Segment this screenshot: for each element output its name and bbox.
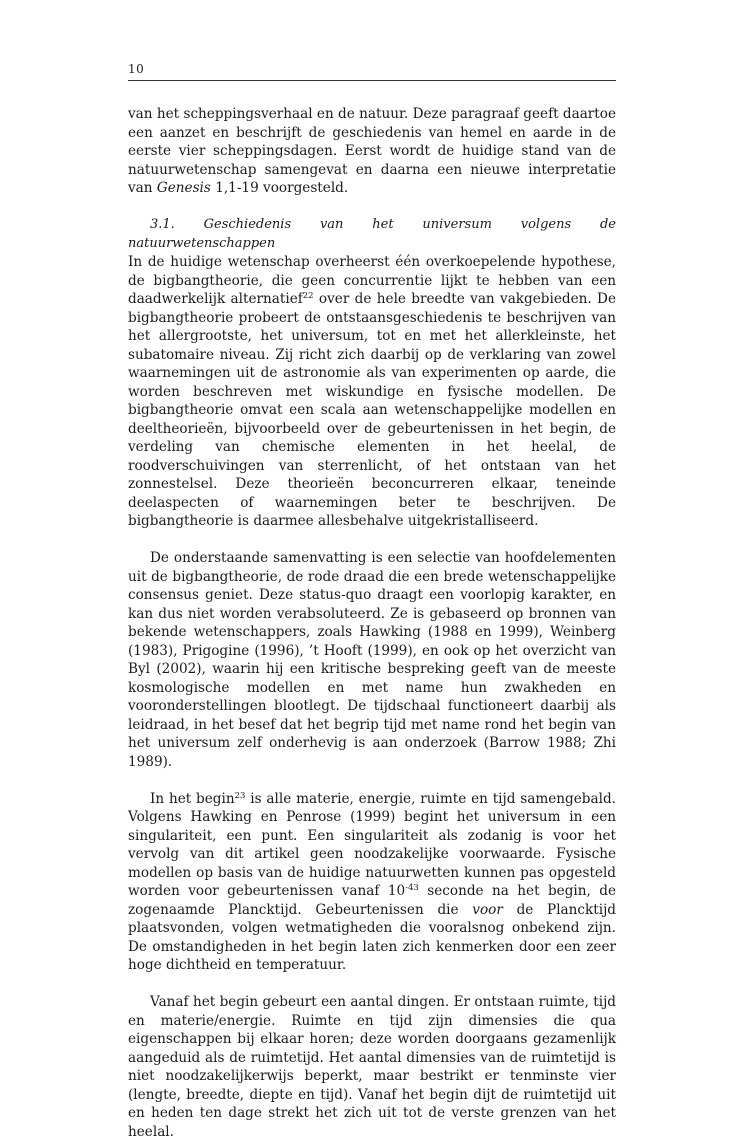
section-heading: 3.1. Geschiedenis van het universum volgens de natuurwetenschappen: [128, 217, 616, 251]
paragraph-3: [128, 790, 616, 975]
intro-text-1: van het scheppingsverhaal en de natuur. Deze paragraaf geeft daartoe een aanzet en beschrijft de geschiedenis van hemel en aarde in de eerste vier scheppingsdagen. Eerst wordt de huidige stand van de natuurwetenschap samengevat en daarna een nieuwe interpretatie van: [128, 106, 616, 196]
page-body: [128, 105, 616, 1141]
italic-voor: voor: [472, 901, 503, 918]
intro-text-2: 1,1-19 voorgesteld.: [210, 180, 349, 196]
intro-italic-genesis: Genesis: [156, 180, 211, 196]
paragraph-3-text-3: seconde na het begin, de zogenaamde Plancktijd. Gebeurtenissen die: [128, 883, 617, 918]
paragraph-1-text-2: over de hele breedte van vakgebieden. De bigbangtheorie probeert de ontstaansgeschiedenis te beschrijven van het allergrootste, het universum, tot en met het allerkleinste, het subatomaire niveau. Zij richt zich daarbij op de verklaring van zowel waarnemingen uit de astronomie als van experimenten op aarde, die worden beschreven met wiskundige en fysische modellen. De bigbangtheorie omvat een scala aan wetenschappelijke modellen en deeltheorieën, bijvoorbeeld over de gebeurtenissen in het begin, de verdeling van chemische elementen in het heelal, de roodverschuivingen van sterrenlicht, of het ontstaan van het zonnestelsel. Deze theorieën beconcurreren elkaar, teneinde deelaspecten of waarnemingen beter te beschrijven. De bigbangtheorie is daarmee allesbehalve uitgekristalliseerd.: [128, 291, 616, 529]
paragraph-3-text-4: de Plancktijd plaatsvonden, volgen wetmatigheden die vooralsnog onbekend zijn. De omstandigheden in het begin laten zich kenmerken door een zeer hoge dichtheid en temperatuur.: [128, 901, 616, 973]
paragraph-4: Vanaf het begin gebeurt een aantal dingen. Er ontstaan ruimte, tijd en materie/energie. Ruimte en tijd zijn dimensies die qua eigenschappen bij elkaar horen; deze worden doorgaans gezamenlijk aangeduid als de ruimtetijd. Het aantal dimensies van de ruimtetijd is niet noodzakelijkerwijs beperkt, maar bestrikt er tenminste vier (lengte, breedte, diepte en tijd). Vanaf het begin dijt de ruimtetijd uit en heden ten dage strekt het zich uit tot de verste grenzen van het heelal.: [128, 994, 616, 1140]
header-rule: [128, 80, 616, 81]
paragraph-2: De onderstaande samenvatting is een selectie van hoofdelementen uit de bigbangtheorie, de rode draad die een brede wetenschappelijke consensus geniet. Deze status-quo draagt een voorlopig karakter, en kan dus niet worden verabsoluteerd. Ze is gebaseerd op bronnen van bekende wetenschappers, zoals Hawking (1988 en 1999), Weinberg (1983), Prigogine (1996), ’t Hooft (1999), en ook op het overzicht van Byl (2002), waarin hij een kritische bespreking geeft van de meeste kosmologische modellen en met name hun zwakheden en vooronderstellingen blootlegt. De tijdschaal functioneert daarbij als leidraad, in het besef dat het begrip tijd met name rond het begin van het universum zelf onderhevig is aan onderzoek (Barrow 1988; Zhi 1989).: [128, 550, 616, 770]
paragraph-3-text-1: In het begin: [150, 790, 235, 807]
paragraph-1: [128, 253, 616, 531]
footnote-ref-23[interactable]: 23: [234, 790, 246, 801]
intro-paragraph: [128, 105, 616, 198]
paragraph-3-text-2: is alle materie, energie, ruimte en tijd samengebald. Volgens Hawking en Penrose (1999) begint het universum in een singulariteit, een punt. Een singulariteit als zodanig is voor het vervolg van dit artikel geen noodzakelijke voorwaarde. Fysische modellen op basis van de huidige natuurwetten kunnen pas opgesteld worden voor gebeurtenissen vanaf 10: [128, 790, 616, 899]
paragraph-1-text-1: In de huidige wetenschap overheerst één overkoepelende hypothese, de bigbangtheorie, die geen concurrentie lijkt te hebben van een daadwerkelijk alternatief: [128, 254, 616, 307]
exponent: -43: [405, 883, 419, 893]
page-number: 10: [128, 62, 145, 76]
footnote-ref-22[interactable]: 22: [302, 291, 314, 301]
